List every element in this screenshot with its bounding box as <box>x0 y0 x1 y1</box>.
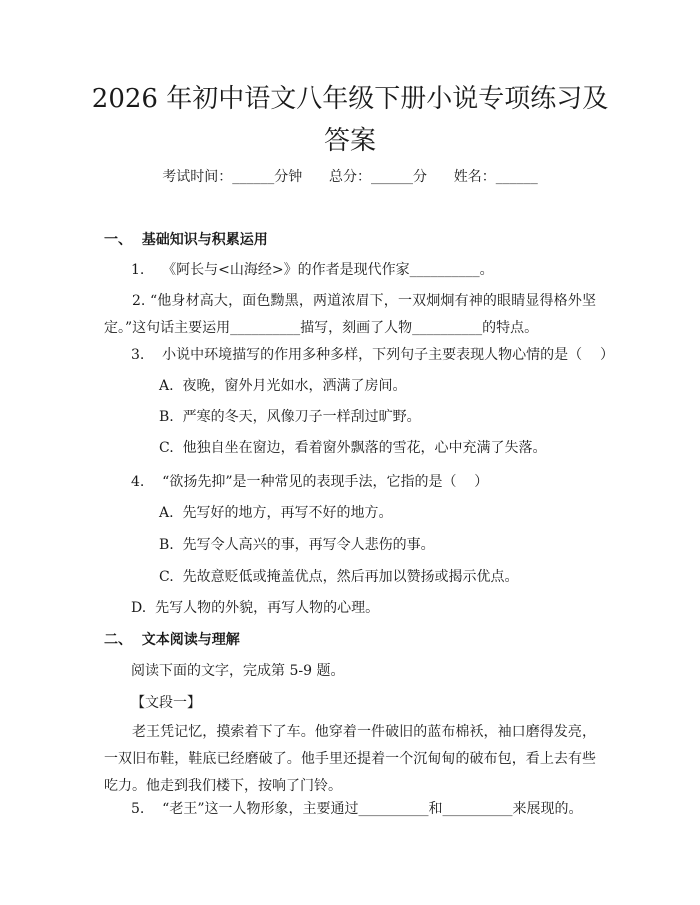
passage-text: 老王凭记忆，摸索着下了车。他穿着一件破旧的蓝布棉袄，袖口磨得发亮，一双旧布鞋，鞋底已经磨破了。他手里还提着一个沉甸甸的破布包，看上去有些吃力。他走到我们楼下，按响了门铃。 <box>104 724 596 794</box>
title-line-2: 答案 <box>323 126 376 156</box>
question-2: 2. “他身材高大，面色黝黑，两道浓眉下，一双炯炯有神的眼睛显得格外坚定。”这句话主要运用__________描写，刻画了人物__________的特点。 <box>104 293 596 336</box>
section-1-heading: 一、 基础知识与积累运用 <box>104 232 268 248</box>
question-3-option-a: A. 夜晚，窗外月光如水，洒满了房间。 <box>159 378 407 394</box>
question-4-option-d: D. 先写人物的外貌，再写人物的心理。 <box>131 600 380 616</box>
question-3-option-b: B. 严寒的冬天，风像刀子一样刮过旷野。 <box>159 409 421 425</box>
question-4: 4. “欲扬先抑”是一种常见的表现手法，它指的是（ ） <box>131 474 489 490</box>
question-5: 5. “老王”这一人物形象，主要通过__________和__________来展现的。 <box>131 801 583 817</box>
section-2-heading: 二、 文本阅读与理解 <box>104 632 240 648</box>
question-3-option-c: C. 他独自坐在窗边，看着窗外飘落的雪花，心中充满了失落。 <box>159 440 547 456</box>
question-4-option-c: C. 先故意贬低或掩盖优点，然后再加以赞扬或揭示优点。 <box>159 569 519 585</box>
exam-title <box>60 78 640 162</box>
exam-meta-line: 考试时间：______分钟 总分：______分 姓名：______ <box>162 169 538 185</box>
passage-label: 【文段一】 <box>131 695 201 711</box>
question-3: 3. 小说中环境描写的作用多种多样，下列句子主要表现人物心情的是（ ） <box>131 347 614 363</box>
reading-instruction: 阅读下面的文字，完成第 5-9 题。 <box>131 663 345 679</box>
question-1: 1. 《阿长与<山海经>》的作者是现代作家__________。 <box>131 262 494 278</box>
title-line-1: 2026 年初中语文八年级下册小说专项练习及 <box>91 84 609 114</box>
question-4-option-a: A. 先写好的地方，再写不好的地方。 <box>159 505 393 521</box>
question-4-option-b: B. 先写令人高兴的事，再写令人悲伤的事。 <box>159 537 435 553</box>
